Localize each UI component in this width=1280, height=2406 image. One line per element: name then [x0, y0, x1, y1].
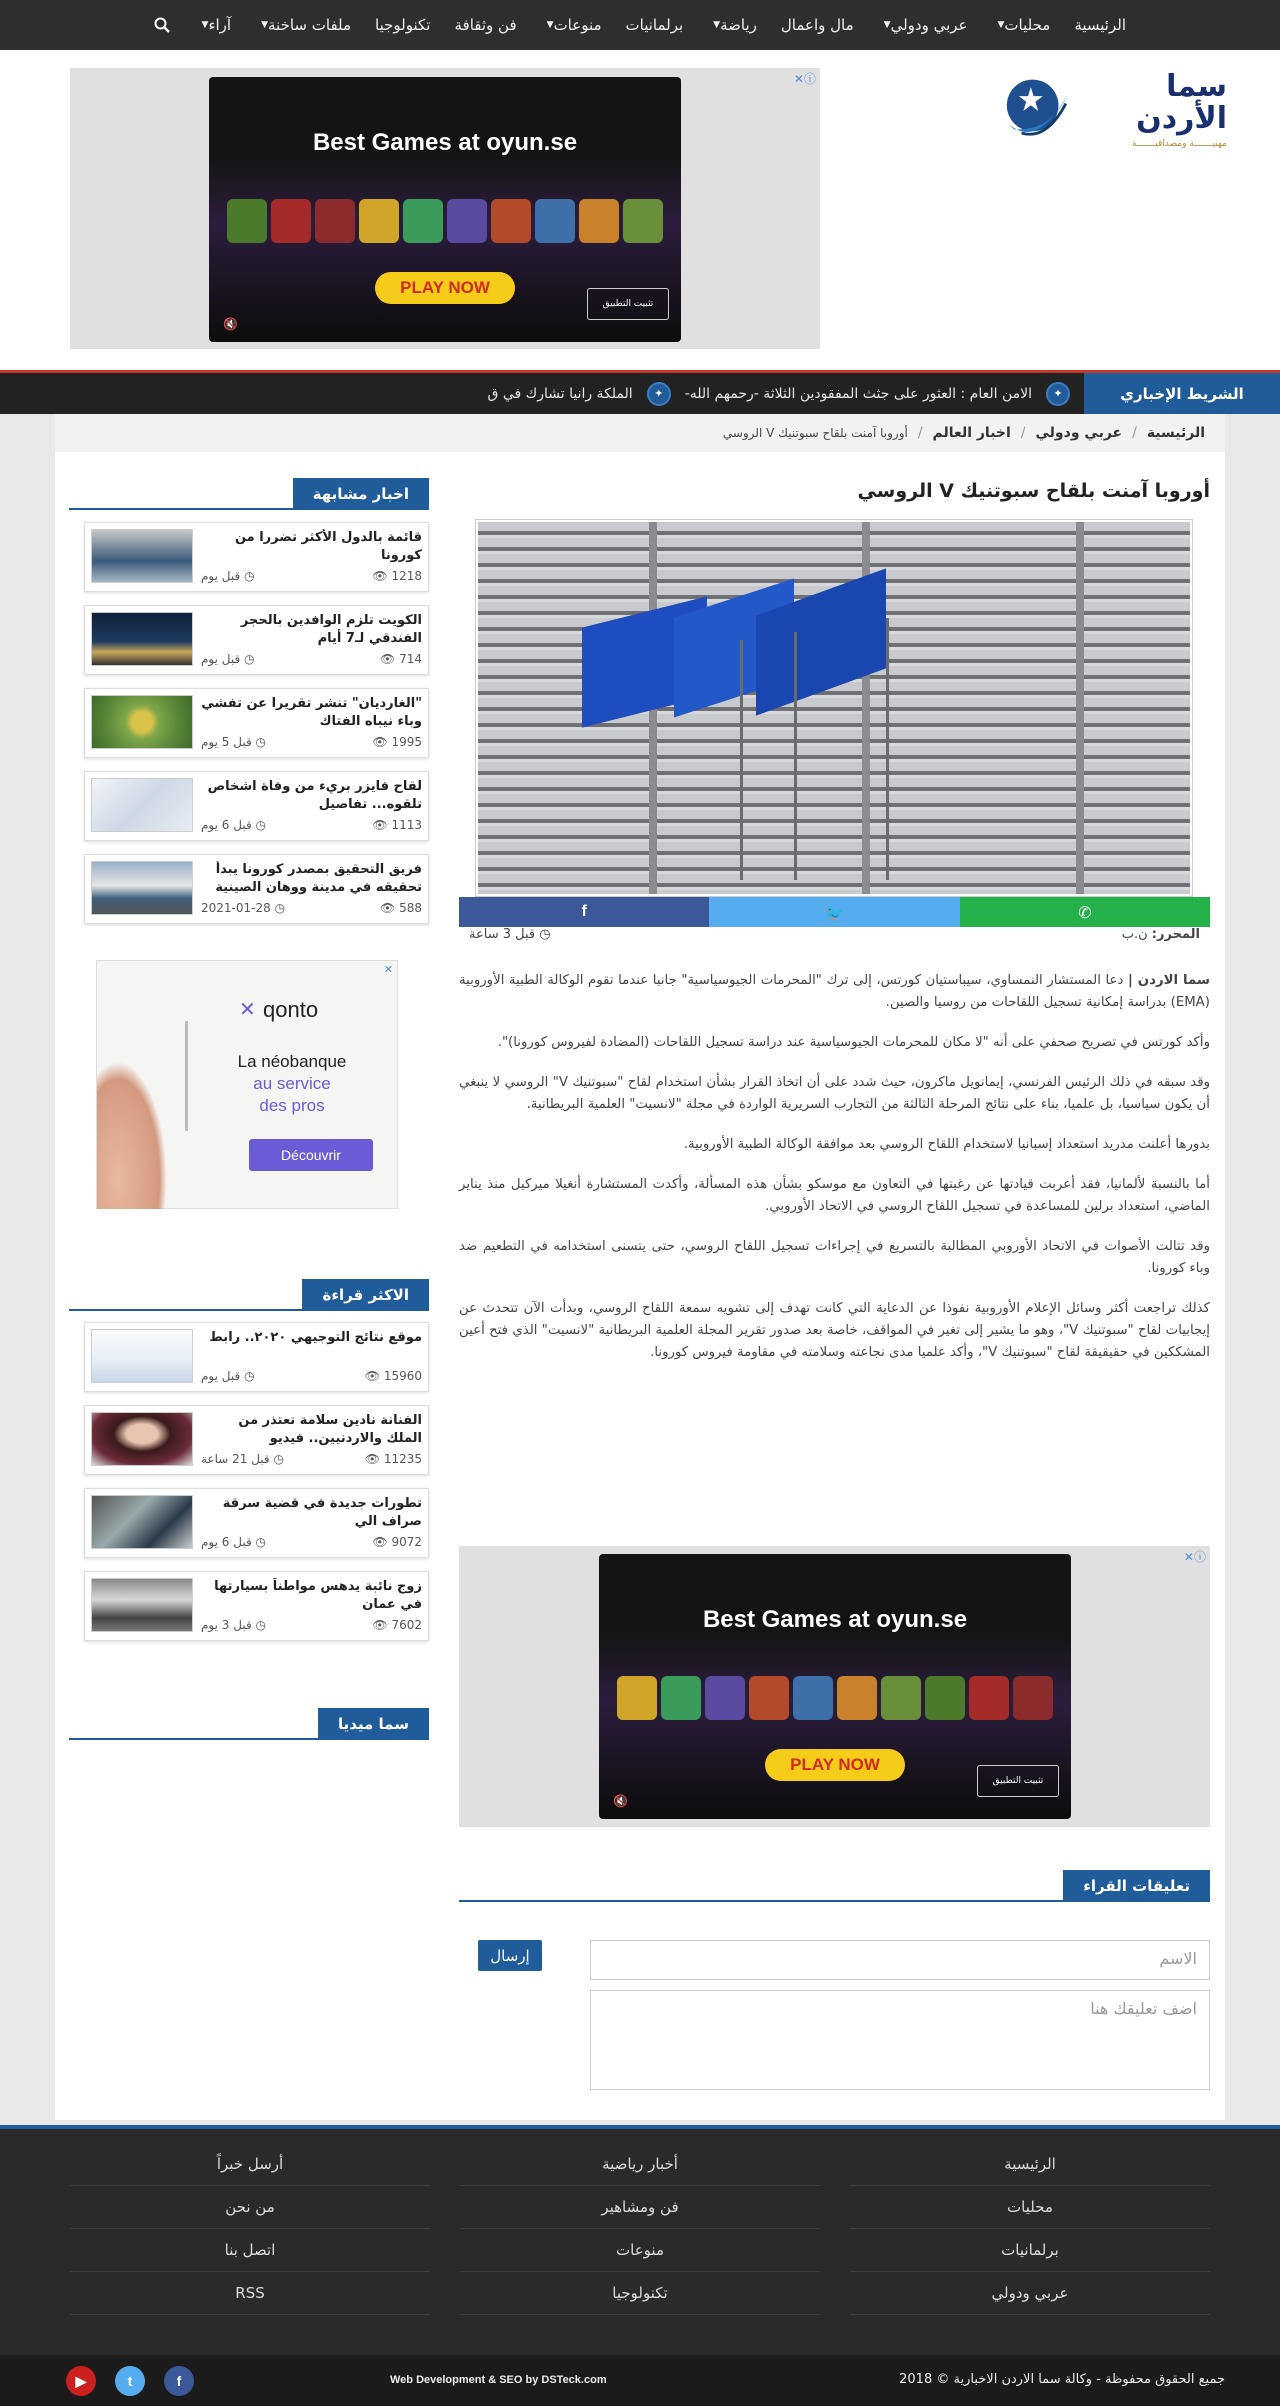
eye-icon: 👁 — [372, 735, 388, 749]
popular-item-info — [193, 1578, 422, 1634]
related-item-thumbnail — [91, 861, 193, 915]
views-value: 1995 — [391, 735, 422, 749]
related-item-info — [193, 612, 422, 668]
views-value: 588 — [399, 901, 422, 915]
nav-label: الرئيسية — [1074, 16, 1126, 34]
comments-heading — [459, 1870, 1210, 1902]
article-meta — [459, 927, 1210, 949]
nav-label: فن وثقافة — [454, 16, 517, 34]
game-tile — [969, 1676, 1009, 1720]
breadcrumb-separator: / — [1020, 425, 1026, 441]
article-source: سما الاردن | — [1127, 973, 1210, 988]
item-time — [201, 652, 255, 666]
popular-item-thumbnail — [91, 1495, 193, 1549]
article-paragraph — [459, 970, 1210, 1014]
inline-ad[interactable] — [459, 1546, 1210, 1827]
views-count — [372, 1535, 422, 1549]
related-item-title: الكويت تلزم الوافدين بالحجر الفندقي لـ7 أيام — [240, 613, 422, 646]
chevron-down-icon: ▼ — [713, 20, 721, 30]
article-image — [476, 520, 1192, 896]
popular-item[interactable] — [84, 1322, 429, 1392]
article-time — [469, 927, 551, 949]
ad-creative[interactable] — [599, 1554, 1071, 1819]
ad-title: Best Games at oyun.se — [702, 1606, 968, 1633]
related-item-thumbnail — [91, 529, 193, 583]
facebook-icon[interactable]: f — [164, 2366, 194, 2396]
eye-icon: 👁 — [372, 1535, 388, 1549]
game-tile — [793, 1676, 833, 1720]
time-value: قبل يوم — [201, 569, 241, 583]
editor-name: ن.ب — [1121, 927, 1148, 942]
chevron-down-icon: ▼ — [997, 20, 1005, 30]
article-editor — [1122, 927, 1200, 949]
top-navigation — [0, 0, 1280, 50]
time-value: قبل 6 يوم — [201, 1535, 252, 1549]
clock-icon: ◷ — [244, 569, 255, 583]
views-count — [372, 818, 422, 832]
popular-item-title: زوج نائبة يدهس مواطناً بسيارتها في عمان — [214, 1579, 422, 1612]
popular-item-thumbnail — [91, 1412, 193, 1466]
game-tile — [705, 1676, 745, 1720]
footer-column-topics — [460, 2143, 820, 2315]
article-title: أوروبا آمنت بلقاح سبوتنيك V الروسي — [857, 480, 1210, 502]
related-item-title: لقاح فايزر بريء من وفاة اشخاص تلقوه... تفاصيل — [207, 779, 422, 812]
nav-item-home[interactable] — [1062, 0, 1138, 50]
nav-item-sports[interactable] — [695, 0, 769, 50]
footer-bottom-bar — [0, 2355, 1280, 2406]
nav-item-culture[interactable] — [442, 0, 528, 50]
footer-link[interactable]: برلمانيات — [850, 2229, 1210, 2272]
footer-link[interactable]: أخبار رياضية — [460, 2143, 820, 2186]
related-item[interactable] — [84, 605, 429, 675]
related-item-meta — [201, 735, 422, 749]
ad-install-button[interactable]: تثبيت التطبيق — [587, 288, 669, 320]
nav-label: محليات — [1004, 16, 1051, 34]
game-tile — [749, 1676, 789, 1720]
comments-heading-label: تعليقات القراء — [1063, 1870, 1210, 1902]
nav-item-business[interactable] — [769, 0, 866, 50]
facebook-icon: f — [581, 903, 587, 920]
clock-icon: ◷ — [255, 1535, 267, 1549]
site-logo[interactable] — [1005, 70, 1227, 150]
popular-item-info — [193, 1495, 422, 1551]
game-tile — [359, 199, 399, 243]
name-input[interactable]: الاسم — [590, 1940, 1210, 1980]
footer-link[interactable]: RSS — [70, 2272, 430, 2315]
related-heading-label: اخبار مشابهة — [293, 478, 429, 510]
game-tile — [661, 1676, 701, 1720]
time-value: قبل 3 يوم — [201, 1618, 252, 1632]
ad-line1: La néobanque — [237, 1052, 347, 1071]
mute-icon[interactable]: 🔇 — [223, 317, 238, 331]
flag-pole — [794, 632, 797, 880]
eye-icon: 👁 — [364, 1369, 380, 1383]
ad-close-icon[interactable]: ⓘ✕ — [1183, 1550, 1206, 1564]
footer-link[interactable]: من نحن — [70, 2186, 430, 2229]
article-paragraph: أما بالنسبة لألمانيا، فقد أعربت قيادتها عن رغبتها في التعاون مع موسكو بشأن هذه المسألة، وأكدت المستشارة أنغيلا ميركيل منذ يناير الماضي، استعداد برلين للمساعدة في تسجيل اللقاح الروسي في الاتحاد الأوروبي. — [459, 1177, 1210, 1214]
related-item-thumbnail — [91, 612, 193, 666]
item-time — [201, 735, 266, 749]
time-value: قبل 5 يوم — [201, 735, 252, 749]
views-value: 15960 — [383, 1369, 422, 1383]
item-time — [201, 1535, 266, 1549]
article-paragraph: وأكد كورتس في تصريح صحفي على أنه "لا مكان للمحرمات الجيوسياسية عند دراسة تسجيل اللقاحات (المضادة لفيروس كورونا)". — [497, 1035, 1210, 1050]
time-value: قبل 6 يوم — [201, 818, 252, 832]
clock-icon: ◷ — [244, 1369, 255, 1383]
related-item[interactable] — [84, 522, 429, 592]
item-time — [201, 569, 255, 583]
game-tile — [623, 199, 663, 243]
views-value: 1113 — [391, 818, 422, 832]
logo-name: سما الأردن — [1136, 69, 1227, 136]
popular-item[interactable] — [84, 1405, 429, 1475]
chevron-down-icon: ▼ — [201, 20, 209, 30]
facade-pillar — [1076, 522, 1084, 894]
breadcrumb-current: أوروبا آمنت بلقاح سبوتنيك V الروسي — [722, 426, 908, 440]
game-tile — [447, 199, 487, 243]
ticker-logo-icon: ✦ — [1046, 382, 1070, 406]
nav-label: ملفات ساخنة — [268, 16, 352, 34]
nav-item-parliament[interactable] — [614, 0, 696, 50]
views-value: 1218 — [391, 569, 422, 583]
nav-label: عربي ودولي — [890, 16, 968, 34]
popular-item[interactable] — [84, 1488, 429, 1558]
ad-line3: des pros — [259, 1096, 325, 1115]
comment-textarea[interactable]: اضف تعليقك هنا — [590, 1990, 1210, 2090]
eye-icon: 👁 — [364, 1452, 380, 1466]
article-paragraph: بدورها أعلنت مدريد استعداد إسبانيا لاستخدام اللقاح الروسي بعد موافقة الوكالة الطبية الأوروبية. — [683, 1137, 1210, 1152]
popular-item-title: تطورات جديدة في قضية سرقة صراف الي — [222, 1496, 422, 1529]
popular-heading-label: الاكثر قراءة — [302, 1279, 429, 1311]
news-ticker — [0, 370, 1280, 414]
paragraph-text: دعا المستشار النمساوي، سيباستيان كورتس، إلى ترك "المحرمات الجيوسياسية" جانبا عندما تقوم الوكالة الطبية الأوروبية (EMA) بدراسة إمكانية تسجيل اللقاحات من روسيا والصين. — [459, 973, 1210, 1010]
flag-pole — [886, 618, 889, 880]
media-heading-label: سما ميديا — [318, 1708, 429, 1740]
article-paragraph: وقد تتالت الأصوات في الاتحاد الأوروبي المطالبة بالتسريع في إجراءات تسجيل اللقاح الروسي، حتى يتسنى استخدامه في التطعيم ضد وباء كورونا. — [459, 1239, 1210, 1276]
ad-play-button[interactable]: PLAY NOW — [765, 1749, 905, 1781]
clock-icon: ◷ — [255, 1618, 267, 1632]
related-item-thumbnail — [91, 778, 193, 832]
clock-icon: ◷ — [244, 652, 255, 666]
popular-item-meta — [201, 1535, 422, 1549]
views-count — [372, 735, 422, 749]
article-body — [459, 970, 1210, 1382]
nav-label: تكنولوجيا — [375, 16, 431, 34]
share-bar — [459, 897, 1210, 927]
nav-label: برلمانيات — [625, 16, 684, 34]
game-tile — [837, 1676, 877, 1720]
logo-tagline: مهنيـــــــة ومصداقيـــــــة — [1131, 139, 1227, 149]
nav-item-opinions[interactable] — [184, 0, 244, 50]
eye-icon: 👁 — [372, 1618, 388, 1632]
site-footer — [0, 2125, 1280, 2355]
ad-game-tiles — [599, 1676, 1071, 1720]
nav-label: آراء — [208, 16, 232, 34]
popular-item-thumbnail — [91, 1578, 193, 1632]
ad-brand: qonto — [263, 997, 319, 1022]
related-item-meta — [201, 901, 422, 915]
views-value: 9072 — [391, 1535, 422, 1549]
views-count — [365, 1452, 422, 1466]
nav-item-hot-files[interactable] — [243, 0, 363, 50]
related-item-meta — [201, 569, 422, 583]
send-button[interactable]: إرسال — [478, 1940, 542, 1971]
views-count — [372, 1618, 422, 1632]
related-item-thumbnail — [91, 695, 193, 749]
twitter-icon: 🐦 — [824, 902, 845, 922]
ticker-label: الشريط الإخباري — [1084, 373, 1280, 414]
related-item-title: قائمة بالدول الأكثر تضررا من كورونا — [234, 530, 422, 563]
views-count — [380, 901, 422, 915]
copyright: جميع الحقوق محفوظة - وكالة سما الاردن الاخبارية © 2018 — [899, 2372, 1225, 2387]
footer-link[interactable]: أرسل خبراً — [70, 2143, 430, 2186]
related-item[interactable] — [84, 854, 429, 924]
editor-label: المحرر: — [1151, 927, 1200, 942]
popular-item-meta — [201, 1452, 422, 1466]
item-time — [201, 1618, 266, 1632]
game-tile — [227, 199, 267, 243]
clock-icon: ◷ — [273, 1452, 284, 1466]
ad-install-button[interactable]: تثبيت التطبيق — [977, 1765, 1059, 1797]
footer-column-sections — [850, 2143, 1210, 2315]
footer-link[interactable]: منوعات — [460, 2229, 820, 2272]
eye-icon: 👁 — [380, 652, 396, 666]
item-time — [201, 901, 285, 915]
popular-item-thumbnail — [91, 1329, 193, 1383]
sidebar-ad[interactable] — [96, 960, 398, 1209]
time-value: 2021-01-28 — [201, 901, 271, 915]
nav-label: رياضة — [720, 16, 757, 34]
game-tile — [535, 199, 575, 243]
popular-heading — [69, 1279, 429, 1311]
popular-item[interactable] — [84, 1571, 429, 1641]
nav-item-world[interactable] — [866, 0, 980, 50]
article-paragraph: كذلك تراجعت أكثر وسائل الإعلام الأوروبية نفوذا عن الدعاية التي كانت تهدف إلى تشويه سمعة اللقاح الروسي، وبدأت الآن تتحدث عن إيجابيات لقاح "سبوتنيك V"، وهو ما يشير إلى تغير في المواقف، خاصة بعد صدور تقرير المجلة العلمية البريطانية "لانسيت" الذي فتح أعين المشككين في حقيقيقة لقاح "سبوتنيك V"، وأكد علميا مدى نجاعته وسلامته في مقاومة فيروس كورونا. — [459, 1301, 1210, 1360]
ad-play-button[interactable]: PLAY NOW — [375, 272, 515, 304]
chevron-down-icon: ▼ — [883, 20, 891, 30]
popular-item-title: موقع نتائج التوجيهي ٢٠٢٠.. رابط — [209, 1330, 422, 1345]
related-item[interactable] — [84, 688, 429, 758]
media-heading — [69, 1708, 429, 1740]
popular-item-info — [193, 1329, 422, 1385]
whatsapp-icon: ✆ — [1078, 902, 1092, 922]
game-tile — [403, 199, 443, 243]
related-item[interactable] — [84, 771, 429, 841]
related-item-meta — [201, 652, 422, 666]
game-tile — [579, 199, 619, 243]
eye-icon: 👁 — [372, 569, 388, 583]
footer-link[interactable]: عربي ودولي — [850, 2272, 1210, 2315]
clock-icon: ◷ — [539, 927, 551, 942]
popular-item-meta — [201, 1369, 422, 1383]
ad-hand-image — [97, 1061, 167, 1209]
clock-icon: ◷ — [274, 901, 286, 915]
clock-icon: ◷ — [255, 735, 267, 749]
popular-item-info — [193, 1412, 422, 1468]
developer-credit[interactable]: Web Development & SEO by DSTeck.com — [390, 2374, 607, 2386]
article-paragraph: وقد سبقه في ذلك الرئيس الفرنسي، إيمانويل ماكرون، حيث شدد على أن اتخاذ القرار بشأن استخدام لقاح "سبوتنيك V" الروسي لا ينبغي أن يكون سياسيا، بل علميا، بناء على نتائج المرحلة الثالثة من التجارب السريرية الواردة في مجلة "لانسيت" العلمية البريطانية. — [459, 1075, 1210, 1112]
chevron-down-icon: ▼ — [546, 20, 554, 30]
flag-pole — [740, 640, 743, 880]
breadcrumb-separator: / — [917, 425, 923, 441]
related-item-title: "الغارديان" تنشر تقريرا عن تفشي وباء نيباه الفتاك — [201, 696, 422, 729]
twitter-icon[interactable]: t — [115, 2366, 145, 2396]
item-time — [201, 1369, 255, 1383]
youtube-icon[interactable]: ▶ — [66, 2366, 96, 2396]
eye-icon: 👁 — [372, 818, 388, 832]
top-ad[interactable] — [70, 68, 820, 349]
breadcrumb-section[interactable]: عربي ودولي — [1035, 425, 1123, 441]
related-item-info — [193, 861, 422, 917]
related-item-info — [193, 778, 422, 834]
eye-icon: 👁 — [380, 901, 396, 915]
views-value: 11235 — [383, 1452, 422, 1466]
footer-link[interactable]: الرئيسية — [850, 2143, 1210, 2186]
facebook-share-button[interactable] — [459, 897, 709, 927]
popular-item-meta — [201, 1618, 422, 1632]
ad-copy — [187, 1051, 397, 1117]
game-tile — [617, 1676, 657, 1720]
views-count — [372, 569, 422, 583]
ad-cta-button[interactable]: Découvrir — [249, 1139, 373, 1171]
item-time — [201, 1452, 284, 1466]
ad-line2: au service — [253, 1074, 331, 1093]
game-tile — [925, 1676, 965, 1720]
nav-item-tech[interactable] — [363, 0, 442, 50]
time-value: قبل يوم — [201, 652, 241, 666]
views-value: 7602 — [391, 1618, 422, 1632]
game-tile — [881, 1676, 921, 1720]
ad-close-icon[interactable]: ✕ — [383, 963, 393, 976]
ad-creative[interactable] — [209, 77, 681, 342]
nav-item-local[interactable] — [980, 0, 1063, 50]
chevron-down-icon: ▼ — [261, 20, 269, 30]
related-item-meta — [201, 818, 422, 832]
logo-emblem-icon — [1005, 73, 1070, 147]
related-heading — [69, 478, 429, 510]
footer-link[interactable]: اتصل بنا — [70, 2229, 430, 2272]
ad-pen-image — [185, 1021, 188, 1131]
popular-item-title: الفنانة نادين سلامة تعتذر من الملك والاردنيين.. فيديو — [238, 1413, 422, 1446]
footer-link[interactable]: محليات — [850, 2186, 1210, 2229]
related-item-info — [193, 529, 422, 585]
time-value: قبل 3 ساعة — [469, 927, 536, 942]
time-value: قبل يوم — [201, 1369, 241, 1383]
ticker-item[interactable]: الملكة رانيا تشارك في ق — [487, 385, 633, 402]
ticker-logo-icon: ✦ — [647, 382, 671, 406]
item-time — [201, 818, 266, 832]
breadcrumb — [55, 414, 1225, 452]
views-count — [380, 652, 422, 666]
search-icon[interactable] — [140, 0, 184, 50]
game-tile — [491, 199, 531, 243]
nav-label: منوعات — [553, 16, 602, 34]
game-tile — [271, 199, 311, 243]
twitter-share-button[interactable] — [709, 897, 959, 927]
related-item-title: فريق التحقيق بمصدر كورونا يبدأ تحقيقه في مدينة ووهان الصينية — [215, 862, 422, 895]
breadcrumb-separator: / — [1132, 425, 1137, 441]
ad-close-icon[interactable]: ⓘ✕ — [793, 72, 816, 86]
logo-text — [1078, 71, 1227, 149]
whatsapp-share-button[interactable] — [960, 897, 1210, 927]
ad-title: Best Games at oyun.se — [312, 129, 578, 156]
breadcrumb-home[interactable]: الرئيسية — [1146, 425, 1205, 441]
footer-link[interactable]: تكنولوجيا — [460, 2272, 820, 2315]
game-tile — [315, 199, 355, 243]
footer-link[interactable]: فن ومشاهير — [460, 2186, 820, 2229]
qonto-logo-icon: ✕ — [239, 997, 256, 1021]
footer-column-info — [70, 2143, 430, 2315]
clock-icon: ◷ — [255, 818, 267, 832]
breadcrumb-subsection[interactable]: اخبار العالم — [932, 425, 1011, 441]
ticker-items — [488, 373, 1070, 414]
time-value: قبل 21 ساعة — [201, 1452, 270, 1466]
game-tile — [1013, 1676, 1053, 1720]
nav-item-variety[interactable] — [529, 0, 614, 50]
ad-game-tiles — [209, 199, 681, 243]
views-count — [365, 1369, 422, 1383]
related-item-info — [193, 695, 422, 751]
mute-icon[interactable]: 🔇 — [613, 1794, 628, 1808]
views-value: 714 — [399, 652, 422, 666]
nav-label: مال واعمال — [780, 16, 854, 34]
ticker-item[interactable]: الامن العام : العثور على جثث المفقودين الثلاثة -رحمهم الله- — [684, 385, 1032, 402]
